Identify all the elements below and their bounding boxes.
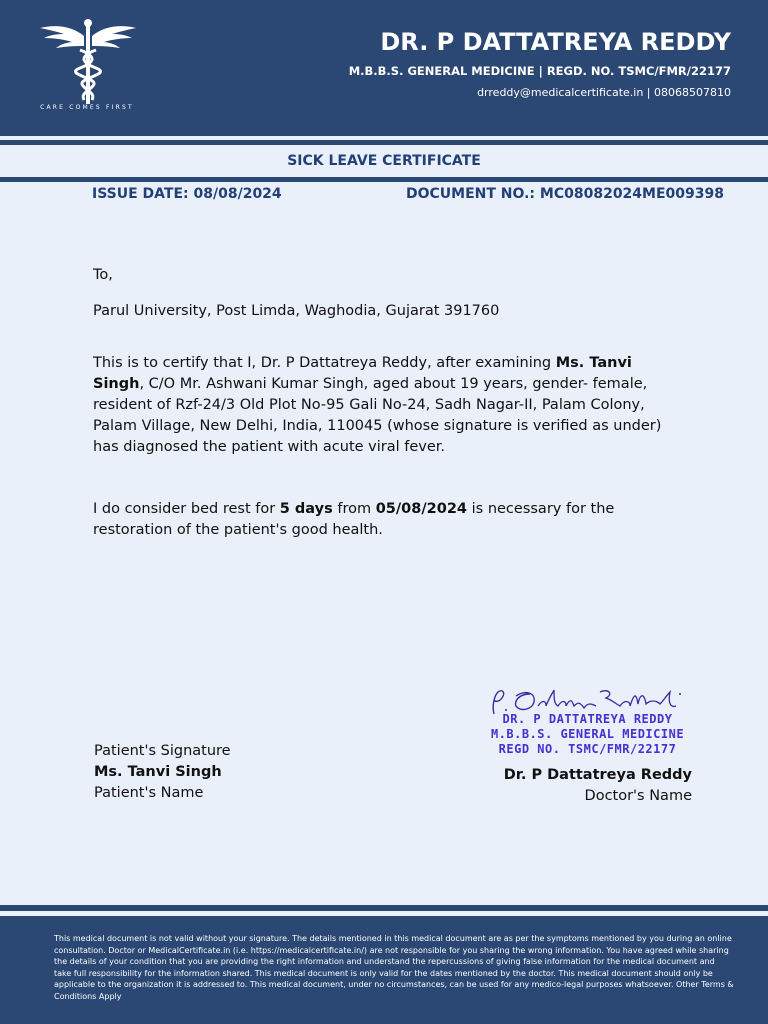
doctor-name-label: Doctor's Name [584,788,692,804]
document-number: DOCUMENT NO.: MC08082024ME009398 [406,186,724,202]
header-divider [0,140,768,145]
title-divider [0,177,768,182]
para1-text-end: , C/O Mr. Ashwani Kumar Singh, aged about 19 years, gender- female, resident of Rzf-24/3 Old Plot No-95 Gali No-24, Sadh Nagar-II, Palam Colony, Palam Village, New Delhi, India, 110045 (whose signature is verified as under) has diagnosed the patient with acute viral fever. [93,376,662,455]
patient-signature-label: Patient's Signature [94,743,231,759]
logo-tagline: CARE COMES FIRST [40,104,134,111]
recipient-address: Parul University, Post Limda, Waghodia, Gujarat 391760 [93,303,500,319]
patient-name-label: Patient's Name [94,785,204,801]
stamp-line-name: DR. P DATTATREYA REDDY [502,712,673,726]
letterhead-header [0,0,768,136]
doctor-name: Dr. P Dattatreya Reddy [503,767,692,783]
stamp-line-qualification: M.B.B.S. GENERAL MEDICINE [490,727,685,741]
para2-text-mid: from [332,501,376,517]
para1-text-start: This is to certify that I, Dr. P Dattatreya Reddy, after examining [93,355,556,371]
footer-divider [0,905,768,911]
rest-days: 5 days [279,501,333,517]
doctor-name-heading: DR. P DATTATREYA REDDY [380,28,731,56]
rest-start-date: 05/08/2024 [375,501,468,517]
footer [0,916,768,1024]
patient-name-inline: Ms. Tanvi Singh [93,355,632,392]
caduceus-icon [36,16,140,116]
patient-name: Ms. Tanvi Singh [94,764,222,780]
doctor-contact: drreddy@medicalcertificate.in | 08068507810 [477,86,731,99]
disclaimer-text: This medical document is not valid without your signature. The details mentioned in this medical document are as per the symptoms mentioned by you during an online consultation. Doctor or MedicalCertificate.in (i.e. https://medicalcertificate.in/) are not responsible for you sharing the wrong information. You have agreed while sharing the details of your condition that you are providing the right information and understand the repercussions of giving false information for the medical document and take full responsibility for the information shared. This medical document is only valid for the dates mentioned by the doctor. This medical document should only be applicable to the organization it is addressed to. This medical document, under no circumstances, can be used for any medico-legal purposes whatsoever. Other Terms & Conditions Apply [54,934,734,1001]
certificate-title: SICK LEAVE CERTIFICATE [287,153,481,169]
certification-paragraph [93,353,673,458]
stamp-line-registration: REGD NO. TSMC/FMR/22177 [498,742,677,756]
para2-text-end: is necessary for the restoration of the patient's good health. [93,501,615,538]
issue-date: ISSUE DATE: 08/08/2024 [92,186,282,202]
salutation: To, [93,267,113,283]
rest-paragraph [93,499,633,541]
doctor-stamp [480,686,695,760]
para2-text-start: I do consider bed rest for [93,501,280,517]
doctor-signature-block [504,765,692,807]
doctor-qualification: M.B.B.S. GENERAL MEDICINE | REGD. NO. TSMC/FMR/22177 [348,64,731,78]
patient-signature-block [94,741,231,804]
